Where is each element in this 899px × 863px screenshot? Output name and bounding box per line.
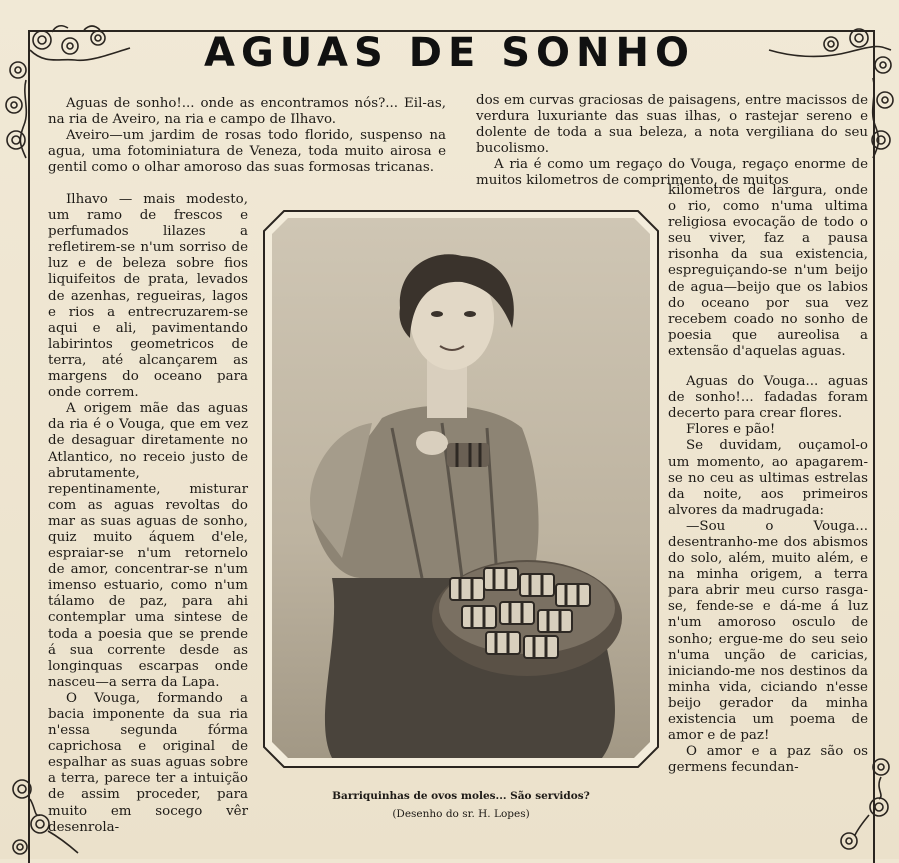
left-column-top: [48, 96, 446, 176]
article-title: AGUAS DE SONHO: [204, 30, 695, 76]
woman-with-basket-illustration: [272, 218, 650, 758]
paragraph: Aguas de sonho!... onde as encontramos nós?... Eil-as, na ria de Aveiro, na ria e campo de Ilhavo.: [48, 96, 446, 128]
illustration-caption: Barriquinhas de ovos moles... São servidos?: [332, 790, 590, 802]
right-column-narrow: [668, 183, 868, 776]
paragraph-spacer: [668, 360, 868, 374]
paragraph: —Sou o Vouga... desentranho-me dos abismos do solo, além, muito além, e na minha origem, a terra para abrir meu curso rasga-se, fende-se e dá-me á luz n'um amoroso osculo de sonho; ergue-me do seu seio n'uma unção de caricias, iniciando-me nos destinos da minha vida, ciciando n'esse beijo gerador da minha existencia um poema de amor e de paz!: [668, 518, 868, 744]
illustration-credit: (Desenho do sr. H. Lopes): [392, 808, 530, 820]
paragraph: Se duvidam, ouçamol-o um momento, ao apagarem-se no ceu as ultimas estrelas da noite, aos primeiros alvores da madrugada:: [668, 438, 868, 518]
paragraph: Ilhavo — mais modesto, um ramo de frescos e perfumados lilazes a refletirem-se n'um sorriso de luz e de beleza sobre fios liquifeitos de prata, levados de azenhas, regueiras, lagos e rios a entrecruzarem-se aqui e ali, pavimentando labirintos geometricos de terra, até alcançarem as margens do oceano para onde correm.: [48, 192, 248, 401]
paragraph: Aguas do Vouga... aguas de sonho!... fadadas foram decerto para crear flores.: [668, 374, 868, 422]
paragraph: Aveiro—um jardim de rosas todo florido, suspenso na agua, uma fotominiatura de Veneza, toda muito airosa e gentil como o olhar amoroso das suas formosas tricanas.: [48, 128, 446, 176]
paragraph: A ria é como um regaço do Vouga, regaço enorme de muitos kilometros de comprimento, de muitos: [476, 157, 868, 189]
right-column-top: [476, 93, 868, 190]
paragraph: O Vouga, formando a bacia imponente da sua ria n'essa segunda fórma caprichosa e original de espalhar as suas aguas sobre a terra, parece ter a intuição de assim proceder, para muito em socego vêr desenrola-: [48, 690, 248, 835]
paragraph: dos em curvas graciosas de paisagens, entre macissos de verdura luxuriante das suas ilhas, o rastejar sereno e dolente de toda a sua beleza, a nota vergiliana do seu bucolismo.: [476, 93, 868, 157]
paragraph: A origem mãe das aguas da ria é o Vouga, que em vez de desaguar diretamente no Atlantico, no receio justo de abrutamente, repentinamente, misturar com as aguas revoltas do mar as suas aguas de sonho, quiz muito áquem d'ele, espraiar-se n'um retornelo de amor, concentrar-se n'um imenso estuario, como n'um tálamo de paz, para ahi contemplar uma sintese de toda a poesia que se prende á sua corrente desde as longinquas escarpas onde nasceu—a serra da Lapa.: [48, 401, 248, 690]
paragraph: kilometros de largura, onde o rio, como n'uma ultima religiosa evocação de todo o seu viver, faz a pausa risonha da sua existencia, espreguiçando-se n'um beijo de agua—beijo que os labios do oceano por sua vez recebem coado no sonho de poesia que aureolisa a extensão d'aquelas aguas.: [668, 183, 868, 359]
paragraph: Flores e pão!: [686, 422, 776, 438]
paragraph: O amor e a paz são os germens fecundan-: [668, 744, 868, 776]
left-column-narrow: [48, 192, 248, 836]
